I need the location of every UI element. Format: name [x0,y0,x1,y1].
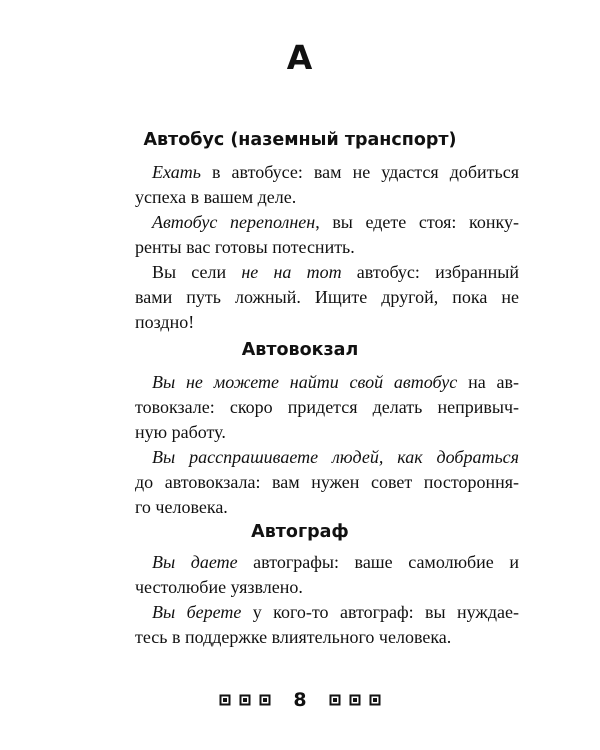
paragraph-line [135,235,519,260]
paragraph-line [135,600,519,625]
entry-heading-avtovokzal: Автовокзал [241,340,359,360]
paragraph-line [135,210,519,235]
paragraph-line [135,310,519,335]
entry-body-avtovokzal [135,370,519,520]
paragraph-line [135,395,519,420]
italic-phrase: Вы расспрашиваете людей, как добраться [152,447,519,467]
text-run: ную работу. [135,422,226,442]
text-run: автобус: избранный [341,262,519,282]
ornament-square-icon [239,694,251,706]
italic-phrase: Вы берете [152,602,242,622]
paragraph-line [135,260,519,285]
paragraph-line [135,575,519,600]
italic-phrase: Автобус переполнен [152,212,316,232]
text-run: вами путь ложный. Ищите другой, пока не [135,287,519,307]
paragraph-line [135,420,519,445]
paragraph-line [135,495,519,520]
italic-phrase: Вы не можете найти свой автобус [152,372,458,392]
ornament-square-icon [369,694,381,706]
text-run: поздно! [135,312,195,332]
italic-phrase: не на тот [241,262,342,282]
text-run: на ав- [457,372,519,392]
italic-phrase: Вы даете [152,552,238,572]
ornament-square-icon [259,694,271,706]
text-run: успеха в вашем деле. [135,187,297,207]
text-run: Вы сели [152,262,242,282]
italic-phrase: Ехать [152,162,201,182]
text-run: товокзале: скоро придется делать непривыч- [135,397,519,417]
text-run: в автобусе: вам не удастся добиться [200,162,519,182]
entry-heading-avtograf: Автограф [251,522,349,542]
entry-body-avtobus [135,160,519,335]
paragraph-line [135,470,519,495]
text-run: тесь в поддержке влиятельного человека. [135,627,452,647]
paragraph-line [135,625,519,650]
ornament-square-icon [219,694,231,706]
ornament-square-icon [349,694,361,706]
text-run: автографы: ваше самолюбие и [237,552,520,572]
text-run: до автовокзала: вам нужен совет постороння- [135,472,519,492]
text-run: у кого-то автограф: вы нуждае- [241,602,520,622]
text-run: ренты вас готовы потеснить. [135,237,355,257]
page-footer [0,688,600,712]
paragraph-line [135,285,519,310]
text-run: , вы едете стоя: конку- [315,212,519,232]
paragraph-line [135,370,519,395]
page-number: 8 [293,689,307,711]
paragraph-line [135,445,519,470]
paragraph-line [135,185,519,210]
text-run: го человека. [135,497,228,517]
entry-body-avtograf [135,550,519,650]
paragraph-line [135,550,519,575]
text-run: честолюбие уязвлено. [135,577,303,597]
paragraph-line [135,160,519,185]
ornament-square-icon [329,694,341,706]
entry-heading-avtobus: Автобус (наземный транспорт) [143,130,457,150]
section-letter: А [286,38,314,77]
